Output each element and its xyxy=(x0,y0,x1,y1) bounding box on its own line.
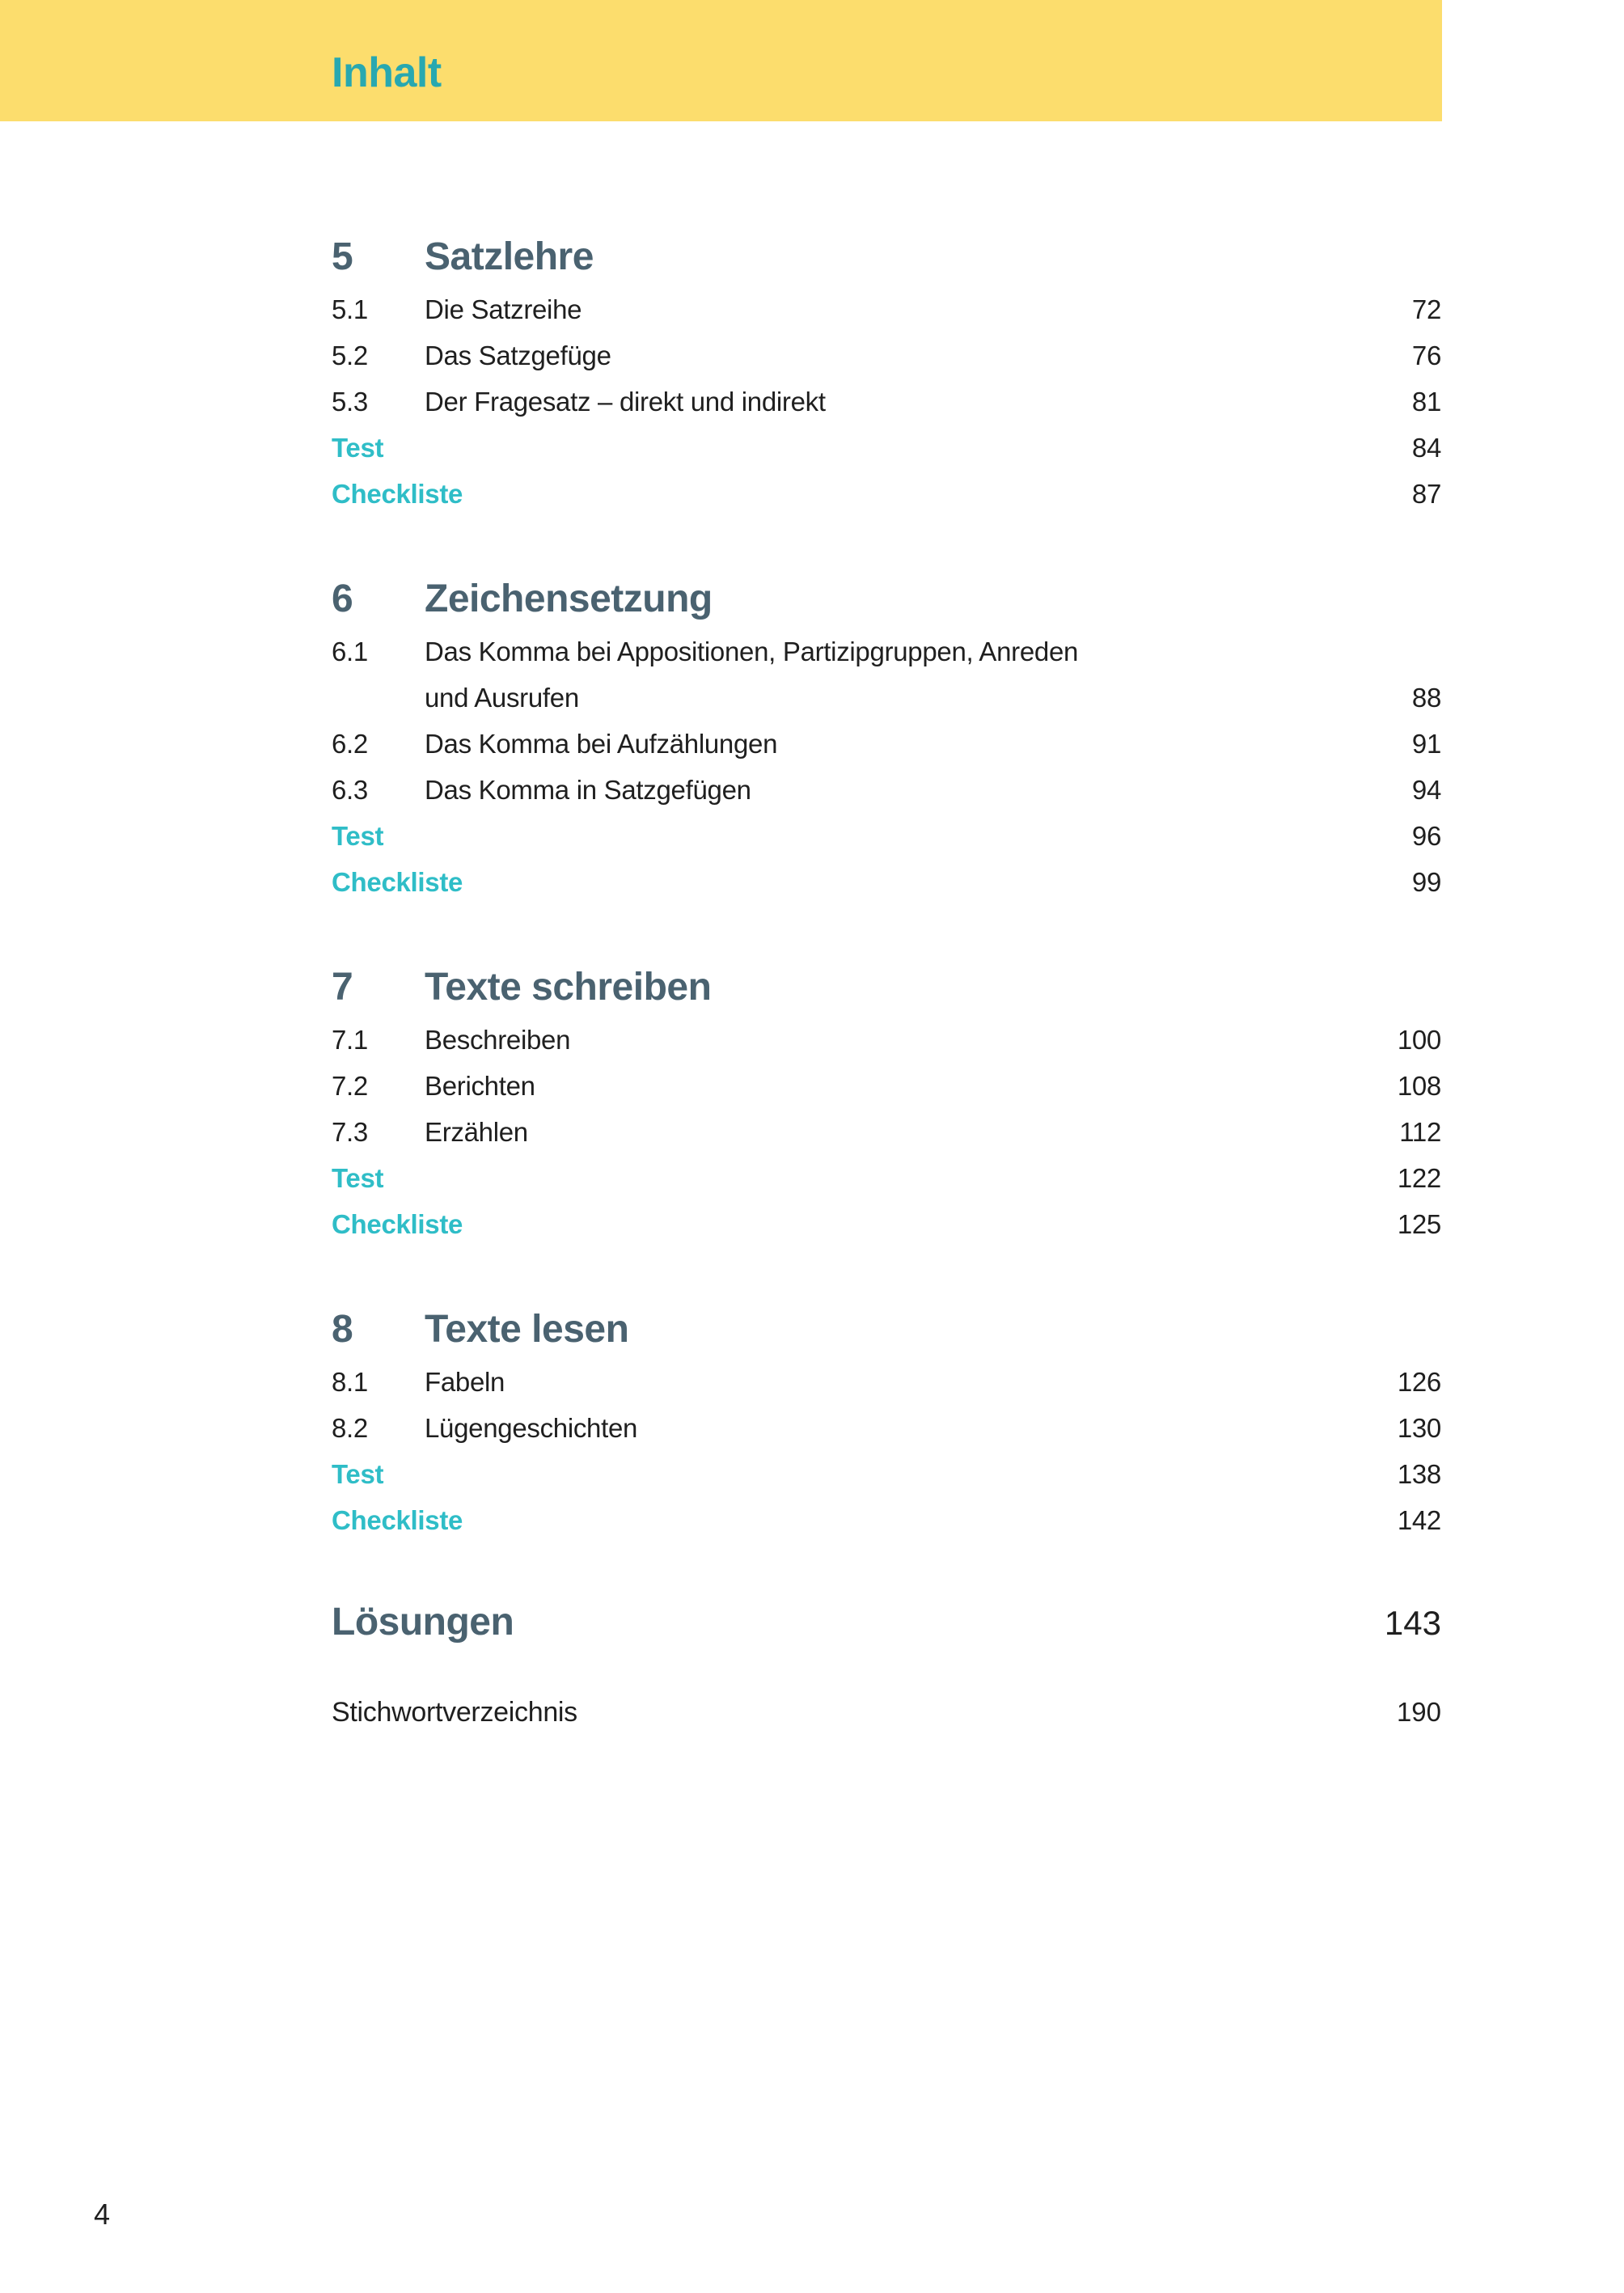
entry-number: 5.2 xyxy=(332,341,368,370)
toc-entry xyxy=(332,1063,1441,1109)
toc-entry xyxy=(332,1155,1441,1201)
entry-page: 87 xyxy=(1411,479,1441,509)
entry-number: 7.1 xyxy=(332,1025,368,1055)
section-entries xyxy=(332,1017,1441,1247)
entry-label: Lösungen xyxy=(332,1601,514,1644)
entry-page: 130 xyxy=(1397,1413,1441,1443)
toc-entry xyxy=(332,379,1441,425)
toc-entry xyxy=(332,1201,1441,1247)
entry-label-line: und Ausrufen xyxy=(425,683,579,713)
entry-number: 5.1 xyxy=(332,294,368,324)
entry-page: 108 xyxy=(1397,1071,1441,1101)
toc-entry xyxy=(332,1497,1441,1543)
entry-label: Test xyxy=(332,1459,384,1489)
entry-page: 91 xyxy=(1411,729,1441,759)
entry-label: Lügengeschichten xyxy=(425,1413,638,1443)
page-number-folio: 4 xyxy=(94,2198,111,2231)
entry-number: 7.2 xyxy=(332,1071,368,1101)
toc-entry xyxy=(332,1109,1441,1155)
entry-number: 8.1 xyxy=(332,1367,368,1397)
entry-label: Checkliste xyxy=(332,1209,463,1239)
toc-entry xyxy=(332,471,1441,517)
entry-page: 112 xyxy=(1399,1117,1441,1147)
toc-entry xyxy=(332,767,1441,813)
entry-page: 190 xyxy=(1396,1697,1441,1727)
entry-label: Test xyxy=(332,1163,384,1193)
entry-page: 143 xyxy=(1384,1604,1441,1642)
entry-number: 6.3 xyxy=(332,775,368,805)
entry-label: Der Fragesatz – direkt und indirekt xyxy=(425,387,826,417)
entry-page: 138 xyxy=(1397,1459,1441,1489)
entry-page: 125 xyxy=(1397,1209,1441,1239)
entry-page: 84 xyxy=(1411,433,1441,463)
toc-entry xyxy=(332,332,1441,379)
section-entries xyxy=(332,286,1441,517)
entry-label: Das Satzgefüge xyxy=(425,341,611,370)
toc-entry xyxy=(332,1359,1441,1405)
toc-section xyxy=(332,1309,1441,1543)
section-title: Zeichensetzung xyxy=(425,577,713,620)
entry-number: 6.1 xyxy=(332,637,368,666)
toc-section xyxy=(332,578,1441,905)
toc-entry xyxy=(332,1405,1441,1451)
entry-page: 99 xyxy=(1411,867,1441,897)
entry-label: Test xyxy=(332,821,384,851)
toc-section xyxy=(332,967,1441,1247)
toc-entry xyxy=(332,286,1441,332)
backmatter-entry xyxy=(332,1695,1441,1729)
toc-entry xyxy=(332,859,1441,905)
backmatter xyxy=(332,1600,1441,1729)
entry-page: 72 xyxy=(1411,294,1441,324)
toc-entry xyxy=(332,1017,1441,1063)
section-heading xyxy=(332,578,1441,620)
toc-section xyxy=(332,236,1441,517)
entry-page: 126 xyxy=(1397,1367,1441,1397)
entry-label: Erzählen xyxy=(425,1117,528,1147)
entry-label: Beschreiben xyxy=(425,1025,571,1055)
section-title: Texte schreiben xyxy=(425,966,712,1009)
entry-page: 76 xyxy=(1411,341,1441,370)
section-heading xyxy=(332,236,1441,278)
entry-page: 94 xyxy=(1411,775,1441,805)
entry-label: Das Komma bei Aufzählungen xyxy=(425,729,778,759)
section-heading xyxy=(332,1309,1441,1351)
entry-number: 7.3 xyxy=(332,1117,368,1147)
entry-label xyxy=(425,628,1352,721)
toc-entry xyxy=(332,425,1441,471)
toc-entry xyxy=(332,813,1441,859)
section-entries xyxy=(332,628,1441,905)
toc-entry xyxy=(332,628,1441,721)
entry-page: 142 xyxy=(1397,1505,1441,1535)
entry-label: Das Komma in Satzgefügen xyxy=(425,775,751,805)
entry-page: 96 xyxy=(1411,821,1441,851)
page-title: Inhalt xyxy=(332,49,442,96)
section-title: Texte lesen xyxy=(425,1308,629,1351)
section-number: 5 xyxy=(332,235,353,278)
header-band xyxy=(0,0,1442,121)
entry-label: Checkliste xyxy=(332,867,463,897)
backmatter-entry xyxy=(332,1600,1441,1645)
section-number: 8 xyxy=(332,1308,353,1351)
entry-page: 122 xyxy=(1397,1163,1441,1193)
section-title: Satzlehre xyxy=(425,235,594,278)
entry-page: 81 xyxy=(1411,387,1441,417)
toc-list xyxy=(332,236,1441,1543)
entry-label: Test xyxy=(332,433,384,463)
entry-label-line: Das Komma bei Appositionen, Partizipgruppen, Anreden xyxy=(425,637,1079,666)
entry-number: 5.3 xyxy=(332,387,368,417)
entry-number: 8.2 xyxy=(332,1413,368,1443)
entry-label: Die Satzreihe xyxy=(425,294,582,324)
entry-page: 88 xyxy=(1411,683,1441,713)
entry-page: 100 xyxy=(1397,1025,1441,1055)
section-number: 6 xyxy=(332,577,353,620)
entry-label: Checkliste xyxy=(332,1505,463,1535)
section-number: 7 xyxy=(332,966,353,1009)
entry-label: Berichten xyxy=(425,1071,535,1101)
entry-label: Fabeln xyxy=(425,1367,505,1397)
entry-number: 6.2 xyxy=(332,729,368,759)
section-entries xyxy=(332,1359,1441,1543)
toc-entry xyxy=(332,1451,1441,1497)
section-heading xyxy=(332,967,1441,1009)
toc-entry xyxy=(332,721,1441,767)
entry-label: Stichwortverzeichnis xyxy=(332,1697,577,1728)
entry-label: Checkliste xyxy=(332,479,463,509)
